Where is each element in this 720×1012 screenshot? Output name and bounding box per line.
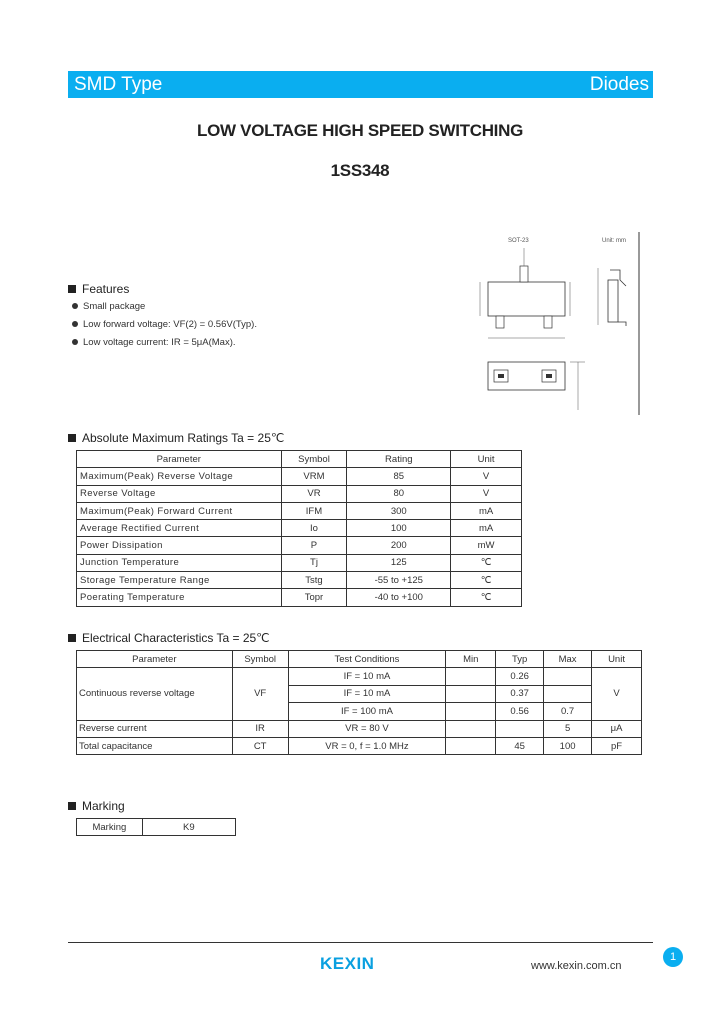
table-row <box>77 554 522 571</box>
square-bullet-icon <box>68 802 76 810</box>
table-cell: IF = 10 mA <box>288 685 446 702</box>
col-header: Parameter <box>77 651 233 668</box>
feature-item: Low voltage current: IR = 5μA(Max). <box>72 337 236 348</box>
table-row <box>77 485 522 502</box>
table-row <box>77 720 642 737</box>
header-banner <box>68 71 653 98</box>
col-header: Min <box>446 651 496 668</box>
col-header: Unit <box>451 451 522 468</box>
table-cell: V <box>592 668 642 720</box>
table-cell: 300 <box>347 502 451 519</box>
table-row <box>77 468 522 485</box>
table-cell: 0.37 <box>496 685 544 702</box>
table-cell: mA <box>451 520 522 537</box>
table-header-row <box>77 651 642 668</box>
features-heading: Features <box>68 282 129 296</box>
table-cell: 125 <box>347 554 451 571</box>
table-cell: Poerating Temperature <box>77 589 282 606</box>
table-cell: 0.56 <box>496 703 544 720</box>
table-cell: Average Rectified Current <box>77 520 282 537</box>
table-cell: Tstg <box>281 572 347 589</box>
table-cell: CT <box>232 737 288 754</box>
table-cell: V <box>451 468 522 485</box>
table-cell: VR = 0, f = 1.0 MHz <box>288 737 446 754</box>
table-cell <box>446 668 496 685</box>
elec-table <box>76 650 642 755</box>
table-cell: μA <box>592 720 642 737</box>
table-cell: 0.7 <box>544 703 592 720</box>
table-cell: Continuous reverse voltage <box>77 668 233 720</box>
square-bullet-icon <box>68 634 76 642</box>
bullet-icon <box>72 303 78 309</box>
table-cell <box>496 720 544 737</box>
table-cell: Power Dissipation <box>77 537 282 554</box>
table-cell: mW <box>451 537 522 554</box>
footer-divider <box>68 942 653 943</box>
square-bullet-icon <box>68 434 76 442</box>
table-cell: VR <box>281 485 347 502</box>
table-cell: 200 <box>347 537 451 554</box>
table-cell: ℃ <box>451 572 522 589</box>
table-row <box>77 537 522 554</box>
abs-max-table <box>76 450 522 607</box>
square-bullet-icon <box>68 285 76 293</box>
table-cell: 85 <box>347 468 451 485</box>
table-row <box>77 668 642 685</box>
table-cell <box>544 668 592 685</box>
table-cell: V <box>451 485 522 502</box>
table-cell: 5 <box>544 720 592 737</box>
col-header: Unit <box>592 651 642 668</box>
kexin-logo: KEXIN <box>320 954 375 973</box>
table-cell <box>446 737 496 754</box>
table-cell: Io <box>281 520 347 537</box>
table-cell: pF <box>592 737 642 754</box>
package-name: SOT-23 <box>508 238 529 244</box>
table-cell: VRM <box>281 468 347 485</box>
col-header: Test Conditions <box>288 651 446 668</box>
table-cell: 80 <box>347 485 451 502</box>
col-header: Parameter <box>77 451 282 468</box>
table-cell: P <box>281 537 347 554</box>
table-cell <box>446 685 496 702</box>
elec-heading: Electrical Characteristics Ta = 25℃ <box>68 631 270 645</box>
table-cell: mA <box>451 502 522 519</box>
page-number-badge: 1 <box>663 947 683 967</box>
table-row <box>77 819 236 836</box>
table-row <box>77 589 522 606</box>
bullet-icon <box>72 339 78 345</box>
package-drawing <box>470 230 642 415</box>
table-cell: ℃ <box>451 554 522 571</box>
banner-type: SMD Type <box>74 74 163 95</box>
col-header: Symbol <box>281 451 347 468</box>
table-cell: VR = 80 V <box>288 720 446 737</box>
table-row <box>77 520 522 537</box>
col-header: Max <box>544 651 592 668</box>
table-cell: IF = 10 mA <box>288 668 446 685</box>
banner-category: Diodes <box>589 74 649 95</box>
table-cell: IF = 100 mA <box>288 703 446 720</box>
marking-heading: Marking <box>68 799 125 813</box>
table-cell: Reverse current <box>77 720 233 737</box>
table-cell: -40 to +100 <box>347 589 451 606</box>
part-number: 1SS348 <box>330 161 390 180</box>
table-row <box>77 502 522 519</box>
table-cell: Maximum(Peak) Reverse Voltage <box>77 468 282 485</box>
table-header-row <box>77 451 522 468</box>
table-cell: 100 <box>544 737 592 754</box>
table-cell: Storage Temperature Range <box>77 572 282 589</box>
col-header: Symbol <box>232 651 288 668</box>
document-title: LOW VOLTAGE HIGH SPEED SWITCHING <box>197 121 523 140</box>
table-cell: VF <box>232 668 288 720</box>
table-cell: -55 to +125 <box>347 572 451 589</box>
table-row <box>77 572 522 589</box>
table-cell: 100 <box>347 520 451 537</box>
table-cell: Tj <box>281 554 347 571</box>
table-cell: Junction Temperature <box>77 554 282 571</box>
abs-max-heading: Absolute Maximum Ratings Ta = 25℃ <box>68 431 284 445</box>
table-cell: Topr <box>281 589 347 606</box>
table-row <box>77 737 642 754</box>
table-cell: Maximum(Peak) Forward Current <box>77 502 282 519</box>
table-cell: Total capacitance <box>77 737 233 754</box>
feature-item: Small package <box>72 301 145 312</box>
table-cell: Marking <box>77 819 143 836</box>
table-cell: IR <box>232 720 288 737</box>
footer-url[interactable]: www.kexin.com.cn <box>531 960 622 972</box>
bullet-icon <box>72 321 78 327</box>
col-header: Rating <box>347 451 451 468</box>
table-cell <box>544 685 592 702</box>
table-cell: 0.26 <box>496 668 544 685</box>
table-cell: 45 <box>496 737 544 754</box>
table-cell <box>446 720 496 737</box>
table-cell: ℃ <box>451 589 522 606</box>
feature-item: Low forward voltage: VF(2) = 0.56V(Typ). <box>72 319 257 330</box>
table-cell: K9 <box>142 819 235 836</box>
table-cell: Reverse Voltage <box>77 485 282 502</box>
marking-table <box>76 818 236 836</box>
table-cell <box>446 703 496 720</box>
table-cell: IFM <box>281 502 347 519</box>
col-header: Typ <box>496 651 544 668</box>
package-unit: Unit: mm <box>602 238 626 244</box>
